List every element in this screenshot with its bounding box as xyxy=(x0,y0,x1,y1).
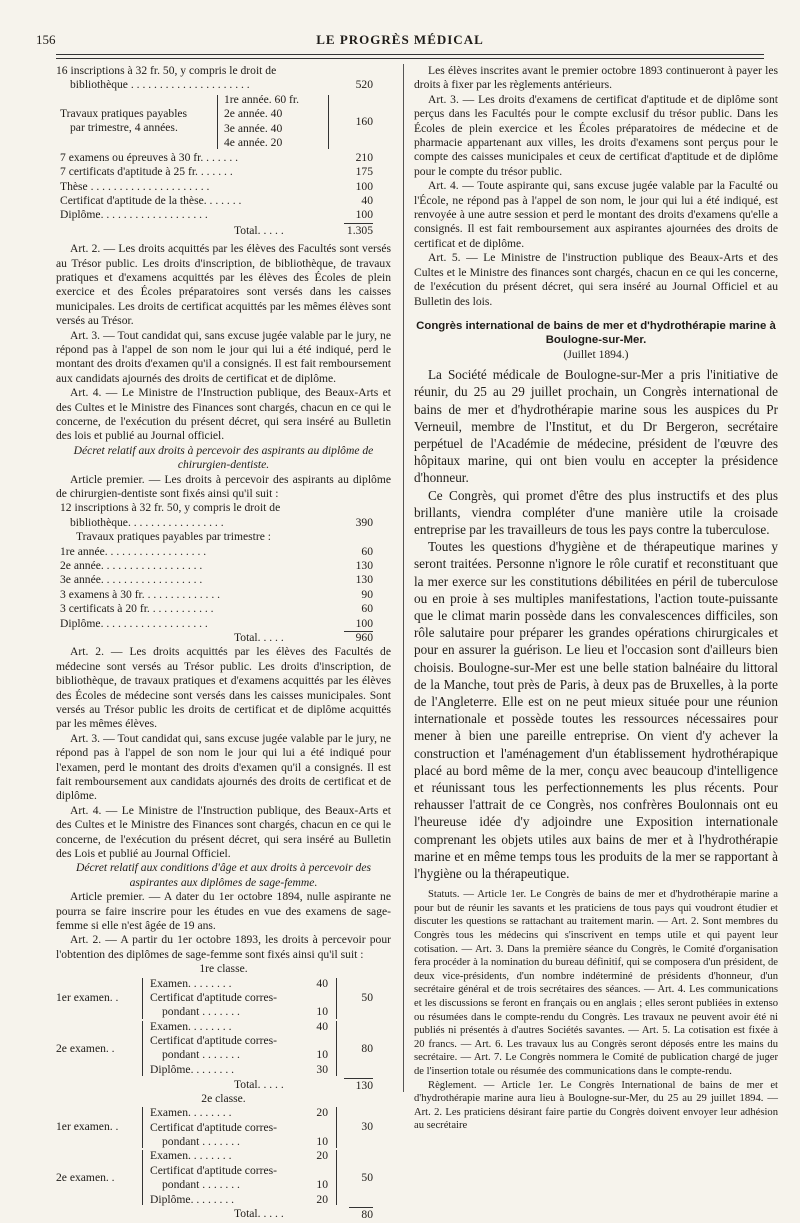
travaux-total: 160 xyxy=(355,114,373,128)
left-brace xyxy=(142,978,143,1019)
paragraph: Art. 2. — A partir du 1er octobre 1893, les droits à percevoir pour l'obtention des diplômes de sage-femme sont fixés ainsi qu'il suit : xyxy=(56,933,391,961)
exam-block: 1er examen. . Examen. . . . . . . . 20 Certificat d'aptitude corres- pondant . . . . . . . 10 30 xyxy=(56,1106,373,1149)
travaux-block xyxy=(56,93,391,151)
fee-row: 2e année. . . . . . . . . . . . . . . . . . 130 xyxy=(60,559,373,572)
left-column xyxy=(56,64,391,1222)
fee-row: Thèse . . . . . . . . . . . . . . . . . . . . . 100 xyxy=(60,179,373,193)
header-rule xyxy=(56,54,764,55)
fee-row: 3e année. . . . . . . . . . . . . . . . . . 130 xyxy=(60,573,373,587)
paragraph: Art. 2. — Les droits acquittés par les élèves des Facultés sont versés au Trésor public. Les droits d'inscription, de bibliothèque, de travaux pratiques et d'examens acquittés par les élèves des Écoles de plein exercice et des Écoles préparatoires sont versés dans les caisses municipales. Les droits de certificat acquittés par les mêmes élèves sont versés au Trésor. xyxy=(56,242,391,328)
section-date: (Juillet 1894.) xyxy=(563,347,629,361)
fee-row: Diplôme. . . . . . . . . . . . . . . . . . . 100 xyxy=(56,617,391,631)
right-brace xyxy=(328,95,329,149)
fee-row: 3 examens à 30 fr. . . . . . . . . . . . . . 90 xyxy=(60,587,373,601)
paragraph: La Société médicale de Boulogne-sur-Mer a pris l'initiative de réunir, du 25 au 29 juillet prochain, un Congrès international de bains de mer et d'hydrothérapie marine sous les auspices du Pr Verneuil, membre de l'Institut, et du Dr Bergeron, secrétaire perpétuel de l'Académie de médecine, président de l'œuvre des hôpitaux marine, qui ont bien voulu en accepter la présidence d'honneur. xyxy=(414,367,778,486)
right-column xyxy=(414,64,778,1133)
running-title: LE PROGRÈS MÉDICAL xyxy=(316,32,484,47)
fee-row: 7 examens ou épreuves à 30 fr. . . . . . . 210 xyxy=(60,150,373,164)
total-row: Total. . . . . 1.305 xyxy=(234,223,373,237)
right-brace xyxy=(336,1021,337,1076)
fee-row: 7 certificats d'aptitude à 25 fr. . . . . . . 175 xyxy=(60,165,373,179)
paragraph: Art. 2. — Les droits acquittés par les élèves des Facultés de médecine sont versés au Trésor public. Les droits d'inscription, de bibliothèque, de travaux pratiques et d'examens acquittés par les élèves des Écoles de médecine sont versés dans les caisses municipales. Sont versés au Trésor public les droits de certificat et de diplôme acquittés par les mêmes élèves. xyxy=(56,645,391,731)
paragraph: Article premier. — Les droits à percevoir des aspirants au diplôme de chirurgien-dentiste sont fixés ainsi qu'il suit : xyxy=(56,472,391,501)
fee-row: 1re année. . . . . . . . . . . . . . . . . . 60 xyxy=(60,544,373,558)
right-brace xyxy=(336,1107,337,1148)
paragraph: Toutes les questions d'hygiène et de thérapeutique marines y seront traitées. Personne n'ignore le rôle curatif et reconstituant que la mer exerce sur les constitutions débilitées en péril de tuberculose ou en proie à ses multiples manifestations, l'action toute-puissante que le climat marin possède dans les convalescences difficiles, son rôle salutaire pour préparer les grandes opérations chirurgicales et pour en assurer la guérison. Le lieu et l'occasion sont d'ailleurs bien choisis. Boulogne-sur-Mer est une belle station balnéaire du littoral de la Manche, tout près de Paris, à deux pas de Bruxelles, à la porte de l'Angleterre. Elle est on ne peut mieux située pour une réunion internationale et possède toutes les ressources nécessaires pour mener à bien une pareille entreprise. On vient d'y achever la construction et l'aménagement d'un établissement hydrothérapique placé au bord même de la mer, conçu avec beaucoup d'intelligence et réunissant tous les perfectionnements les plus récents. Pour rehausser l'attrait de ce Congrès, nos confrères Boulonnais ont eu l'heureuse idée d'y adjoindre une Exposition internationale comprenant les objets utiles aux bains de mer et à l'hydrothérapie marine et en même temps tous les produits de la mer se rapportant à l'hygiène ou la thérapeutique. xyxy=(414,539,778,882)
section-title: Congrès international de bains de mer et d'hydrothérapie marine à Boulogne-sur-Mer. xyxy=(416,319,776,347)
left-brace xyxy=(142,1021,143,1076)
total-row: Total. . . . . 960 xyxy=(234,630,373,644)
paragraph: Règlement. — Article 1er. Le Congrès International de bains de mer et d'hydrothérapie marine aura lieu à Boulogne-sur-Mer, du 25 au 29 juillet 1894. — Art. 2. Les praticiens désirant faire partie du Congrès doivent envoyer leur adhésion au secrétaire xyxy=(414,1079,778,1132)
paragraph: Art. 3. — Tout candidat qui, sans excuse jugée valable par le jury, ne répond pas à l'appel de son nom le jour qui lui a été indiqué pour l'examen, perd le montant des droits d'examen qu'il a consignés. Il est fait remboursement aux candidats ajournés des droits de certificat et de diplôme. xyxy=(56,731,391,803)
fee-row: 12 inscriptions à 32 fr. 50, y compris le droit de xyxy=(60,501,281,515)
class-heading: 1re classe. xyxy=(199,962,248,976)
page-header xyxy=(36,32,764,50)
paragraph: Art. 4. — Toute aspirante qui, sans excuse jugée valable par la Faculté ou l'École, ne répond pas à l'appel de son nom, le jour qui lui a été indiqué, est renvoyée à une autre session et perd le montant des droits d'examens qu'elle a consignés. Il est fait remboursement aux aspirantes ajournées des droits de certificat et de diplôme. xyxy=(414,179,778,250)
exam-block: 2e examen. . Examen. . . . . . . . 40 Certificat d'aptitude corres- pondant . . . . . . . 10 Diplôme. . . . . . . . 30 80 xyxy=(56,1019,373,1076)
header-rule-2 xyxy=(56,58,764,59)
fee-row: bibliothèque . . . . . . . . . . . . . . . . . . . . . 520 xyxy=(70,78,373,92)
page-number: 156 xyxy=(36,32,56,47)
paragraph: Art. 3. — Les droits d'examens de certificat d'aptitude et de diplôme sont perçus dans les Facultés pour le compte exclusif du trésor public. Dans les Écoles de plein exercice et les Écoles préparatoires de médecine et de pharmacie appartenant aux villes, les droits d'examens sont perçus pour le compte des caisses municipales et ceux de certificat d'aptitude et de diplôme pour le compte du trésor public. xyxy=(414,92,778,178)
fee-row: 3 certificats à 20 fr. . . . . . . . . . . . 60 xyxy=(60,602,373,616)
decree-title: Décret relatif aux droits à percevoir des aspirants au diplôme de chirurgien-dentiste. xyxy=(73,443,374,472)
left-brace xyxy=(142,1107,143,1148)
paragraph: Article premier. — A dater du 1er octobre 1894, nulle aspirante ne pourra se faire inscrire pour les études en vue des examens de sage-femme si elle n'est âgée de 19 ans. xyxy=(56,890,391,933)
right-brace xyxy=(336,978,337,1019)
column-separator xyxy=(403,64,404,1092)
total-row: Total. . . . . 80 xyxy=(234,1207,373,1222)
left-brace xyxy=(142,1150,143,1205)
paragraph: Art. 5. — Le Ministre de l'instruction publique des Beaux-Arts et des Cultes et le Ministre des finances sont chargés, chacun en ce qui les concerne, de l'exécution du présent décret, qui sera inséré au Journal Officiel et au Bulletin des lois. xyxy=(414,251,778,308)
paragraph: Les élèves inscrites avant le premier octobre 1893 continueront à payer les droits à fixer par les règlements antérieurs. xyxy=(414,64,778,92)
fee-row: Certificat d'aptitude de la thèse. . . . . . . 40 xyxy=(60,193,373,207)
exam-block: 2e examen. . Examen. . . . . . . . 20 Certificat d'aptitude corres- pondant . . . . . . . 10 Diplôme. . . . . . . . 20 50 xyxy=(56,1149,373,1206)
travaux-years: 1re année. 60 fr. 2e année. 40 3e année. 40 4e année. 20 xyxy=(224,92,300,149)
fee-row: bibliothèque. . . . . . . . . . . . . . . . . 390 xyxy=(70,515,373,529)
right-brace xyxy=(336,1150,337,1205)
fee-row: Travaux pratiques payables par trimestre : xyxy=(76,530,271,544)
class-heading: 2e classe. xyxy=(201,1092,246,1106)
travaux-label: Travaux pratiques payables par trimestre, 4 années. xyxy=(60,106,188,135)
paragraph: Statuts. — Article 1er. Le Congrès de bains de mer et d'hydrothérapie marine a pour but de réunir les savants et les praticiens de tous pays qui voudront étudier et discuter les questions se rattachant au traitement marin. — Art. 2. Sont membres du Congrès tous les médecins qui s'inscrivent en temps utile et qui payent leur cotisation. — Art. 3. Dans la première séance du Congrès, le Comité d'organisation fera procéder à la nomination du bureau définitif, qui se composera d'un président, de deux vice-présidents, d'un nombre indéterminé de présidents d'honneur, d'un secrétaire général et de trois secrétaires des séances. — Art. 4. Les communications et les discussions se feront en français ou en anglais ; elles seront publiées in extenso ou résumées dans le compte-rendu du Congrès. Les travaux ne peuvent avoir été ni publiés ni présentés à d'autres Sociétés savantes. — Art. 5. La cotisation est fixée à 20 francs. — Art. 6. Les travaux lus au Congrès seront déposés entre les mains du secrétaire. — Art. 7. Le Congrès nommera le Comité de publication chargé de juger de l'insertion totale ou résumée des communications dans le compte-rendu. xyxy=(414,889,778,1077)
left-brace xyxy=(217,95,218,149)
paragraph: Art. 4. — Le Ministre de l'Instruction publique, des Beaux-Arts et des Cultes et le Ministre des Finances sont chargés, chacun en ce qui le concerne, de l'exécution du présent décret, qui sera inséré au Bulletin des Lois et publié au Journal Officiel. xyxy=(56,803,391,861)
total-row: Total. . . . . 130 xyxy=(234,1077,373,1092)
exam-block: 1er examen. . Examen. . . . . . . . 40 Certificat d'aptitude corres- pondant . . . . . . . 10 50 xyxy=(56,976,373,1019)
paragraph: Art. 3. — Tout candidat qui, sans excuse jugée valable par le jury, ne répond pas à l'appel de son nom le jour qui lui a été indiqué, perd le montant des droits d'examen qu'il a consignés. Il est fait remboursement aux candidats ajournés des droits de certificat et de diplôme. xyxy=(56,328,391,385)
paragraph: Art. 4. — Le Ministre de l'Instruction publique, des Beaux-Arts et des Cultes et le Ministre des Finances sont chargés, chacun en ce qui le concerne, de l'exécution du présent décret, qui sera inséré au Bulletin des lois et publié au Journal officiel. xyxy=(56,386,391,443)
paragraph: Ce Congrès, qui promet d'être des plus instructifs et des plus brillants, viendra compléter d'une manière utile la croisade entreprise par les travailleurs de tous les pays contre la tuberculose. xyxy=(414,487,778,537)
decree-title: Décret relatif aux conditions d'âge et aux droits à percevoir des aspirantes aux diplômes de sage-femme. xyxy=(75,861,372,889)
fee-row: Diplôme. . . . . . . . . . . . . . . . . . . 100 xyxy=(56,208,391,223)
fee-row: 16 inscriptions à 32 fr. 50, y compris le droit de xyxy=(56,64,277,77)
